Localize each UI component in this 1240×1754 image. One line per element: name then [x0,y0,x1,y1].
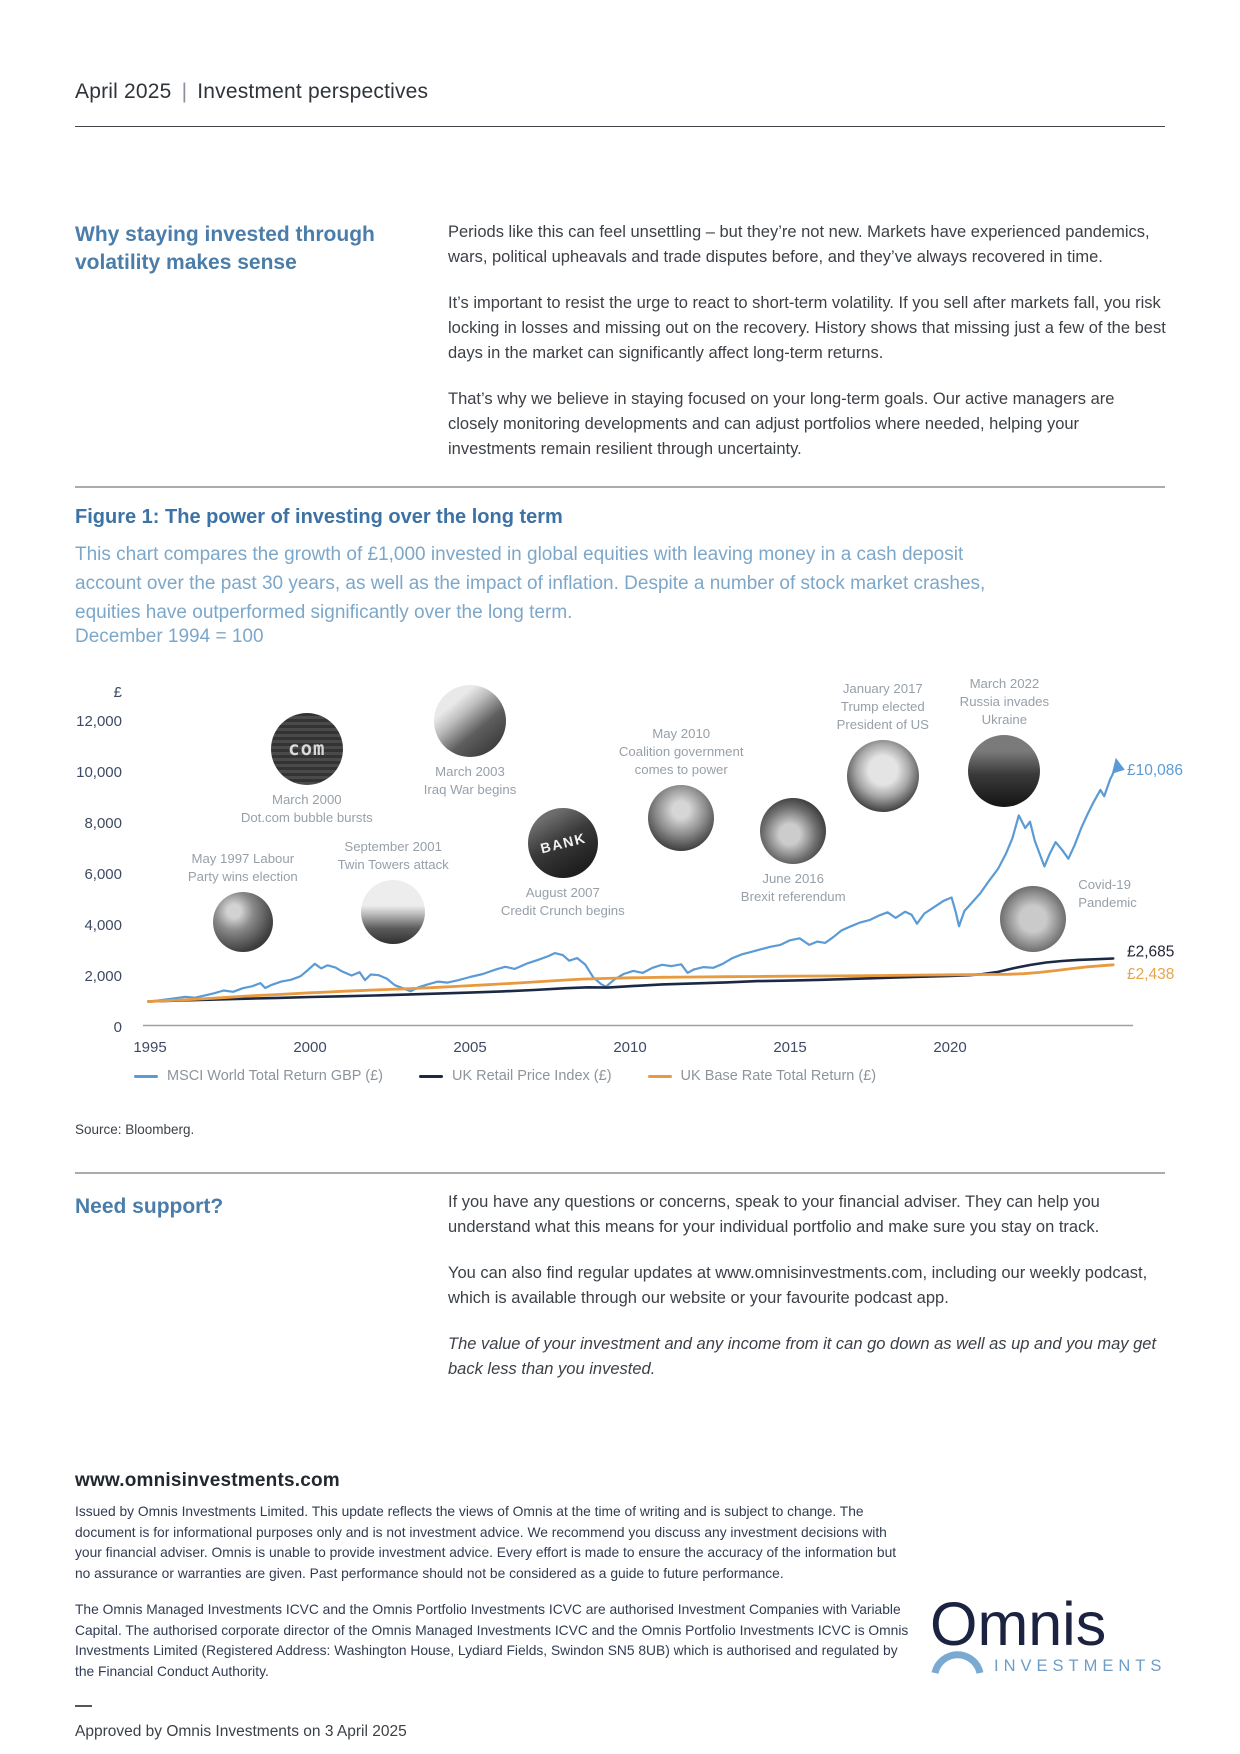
legend-swatch [419,1075,443,1078]
y-tick-label: 12,000 [76,713,122,730]
caption-line: September 2001 [344,839,442,855]
caption-line: Iraq War begins [423,782,517,797]
website-url: www.omnisinvestments.com [75,1470,340,1491]
caption-line: March 2000 [271,792,342,808]
legend-label: UK Retail Price Index (£) [451,1068,612,1084]
caption-line: Dot.com bubble bursts [240,810,373,826]
header-title: Investment perspectives [197,80,429,103]
page-header [75,80,428,104]
legend-item [419,1068,612,1084]
y-tick-label: 2,000 [84,968,122,985]
header-date: April 2025 [75,80,172,103]
photo-overlay-text: com [288,738,326,761]
x-tick-label: 2005 [453,1039,487,1056]
x-tick-label: 1995 [133,1039,167,1056]
event-caption-russia-ukraine [894,675,1114,729]
series-end-value: £10,086 [1127,761,1184,779]
event-caption-coalition-government [571,725,791,779]
legal-disclaimer [75,1502,913,1698]
event-photo-trump-elected [847,740,919,812]
paragraph: Periods like this can feel unsettling – but they’re not new. Markets have experienced pandemics, wars, political upheavals and trade disputes before, and they’ve always recovered in time. [448,223,1150,266]
caption-line: Trump elected [840,698,925,714]
caption-line: Brexit referendum [740,888,846,904]
paragraph: If you have any questions or concerns, speak to your financial adviser. They can help you understand what this means for your individual portfolio and make sure you stay on track. [448,1193,1100,1236]
header-separator: | [181,80,188,103]
paragraph: That’s why we believe in staying focused on your long-term goals. Our active managers are closely monitoring developments and can adjust portfolios where needed, helping your investments remain resilient through uncertainty. [448,390,1115,458]
caption-line: Twin Towers attack [337,857,449,873]
legal-paragraph: Issued by Omnis Investments Limited. This update reflects the views of Omnis at the time of writing and is subject to change. The document is for informational purposes only and is not investment advice. We recommend you discuss any investment decisions with your financial adviser. Omnis is unable to provide investment advice. Every effort is made to ensure the accuracy of the information but no assurance or warranties are given. Past performance should not be considered as a guide to future performance. [75,1504,897,1581]
risk-disclaimer: The value of your investment and any income from it can go down as well as up and you may get back less than you invested. [448,1335,1157,1378]
event-photo-russia-ukraine [968,735,1040,807]
x-tick-label: 2010 [613,1039,647,1056]
caption-line: Covid-19 [1078,876,1131,892]
section-heading-volatility: Why staying invested through volatility makes sense [75,223,375,275]
caption-line: August 2007 [525,885,600,901]
section-body-volatility [448,220,1168,483]
caption-line: Russia invades [959,693,1050,709]
header-rule [75,126,1165,127]
legend-swatch [134,1075,158,1078]
approved-dash [75,1705,92,1707]
chart-source: Source: Bloomberg. [75,1122,195,1137]
y-tick-label: 4,000 [84,917,122,934]
y-tick-label: 0 [113,1019,122,1036]
paragraph: You can also find regular updates at www.omnisinvestments.com, including our weekly podcast, which is available through our website or your favourite podcast app. [448,1264,1148,1307]
omnis-logo [928,1585,1178,1680]
legal-paragraph: The Omnis Managed Investments ICVC and the Omnis Portfolio Investments ICVC are authorised Investment Companies with Variable Capital. The authorised corporate director of the Omnis Managed Investments ICVC and the Omnis Portfolio Investments ICVC is Omnis Investments Limited (Registered Address: Washington House, Lydiard Fields, Swindon SN5 8UB) which is authorised and regulated by the Financial Conduct Authority. [75,1602,909,1679]
event-photo-twin-towers [361,880,425,944]
line-end-arrow-icon [1112,758,1125,774]
event-photo-iraq-war [434,685,506,757]
x-tick-label: 2020 [933,1039,967,1056]
event-caption-iraq-war [360,763,580,799]
approval-note: Approved by Omnis Investments on 3 April 2025 [75,1723,407,1740]
series-end-value: £2,438 [1127,965,1175,983]
section-heading-support: Need support? [75,1195,224,1218]
paragraph: It’s important to resist the urge to react to short-term volatility. If you sell after markets fall, you risk locking in losses and missing out on the recovery. History shows that missing just a few of the best days in the market can significantly affect long-term returns. [448,294,1166,362]
logo-wordmark: Omnis [930,1590,1107,1658]
event-photo-brexit-referendum [760,798,826,864]
figure-description: This chart compares the growth of £1,000 invested in global equities with leaving money in a cash deposit account over the past 30 years, as well as the impact of inflation. Despite a number of stock market crashes, equities have outperformed significantly over the long term. [75,544,986,623]
figure-baseline-note: December 1994 = 100 [75,626,264,647]
x-tick-label: 2015 [773,1039,807,1056]
legend-label: UK Base Rate Total Return (£) [680,1068,877,1084]
series-end-value: £2,685 [1127,943,1175,961]
event-caption-brexit-referendum [683,870,903,906]
event-photo-labour-election [213,892,273,952]
legend-item [648,1068,877,1084]
x-tick-label: 2000 [293,1039,327,1056]
event-photo-covid-pandemic [1000,886,1066,952]
legend-item [134,1068,383,1084]
legend-swatch [648,1075,672,1078]
caption-line: March 2003 [435,764,505,779]
y-axis-unit: £ [113,684,122,701]
caption-line: May 1997 Labour [191,851,295,867]
caption-line: June 2016 [762,870,824,886]
event-photo-coalition-government [648,785,714,851]
legend-label: MSCI World Total Return GBP (£) [167,1068,383,1084]
caption-line: President of US [836,716,929,732]
caption-line: comes to power [634,761,728,777]
y-tick-label: 6,000 [84,866,122,883]
caption-line: Credit Crunch begins [500,903,625,919]
caption-line: Coalition government [618,743,744,759]
caption-line: March 2022 [969,675,1040,691]
event-caption-covid-pandemic [1078,876,1178,912]
y-tick-label: 8,000 [84,815,122,832]
series-line [148,965,1113,1002]
event-photo-dotcom-bubble [271,713,343,785]
y-tick-label: 10,000 [76,764,122,781]
figure-title: Figure 1: The power of investing over the long term [75,506,563,528]
section-divider [75,486,1165,488]
logo-subtext: INVESTMENTS [994,1657,1167,1675]
caption-line: May 2010 [652,725,711,741]
caption-line: January 2017 [842,680,923,696]
omnis-logo-graphic [928,1585,1178,1680]
section-body-support [448,1190,1168,1403]
caption-line: Pandemic [1078,894,1137,910]
caption-line: Ukraine [981,711,1028,727]
photo-overlay-text: BANK [538,830,588,857]
event-caption-credit-crunch [453,884,673,920]
event-photo-credit-crunch [528,808,598,878]
section-divider [75,1172,1165,1174]
logo-arc [935,1655,980,1673]
chart-legend [134,1068,876,1084]
figure-chart [65,660,1205,1125]
event-caption-twin-towers [283,838,503,874]
caption-line: Party wins election [187,869,298,885]
